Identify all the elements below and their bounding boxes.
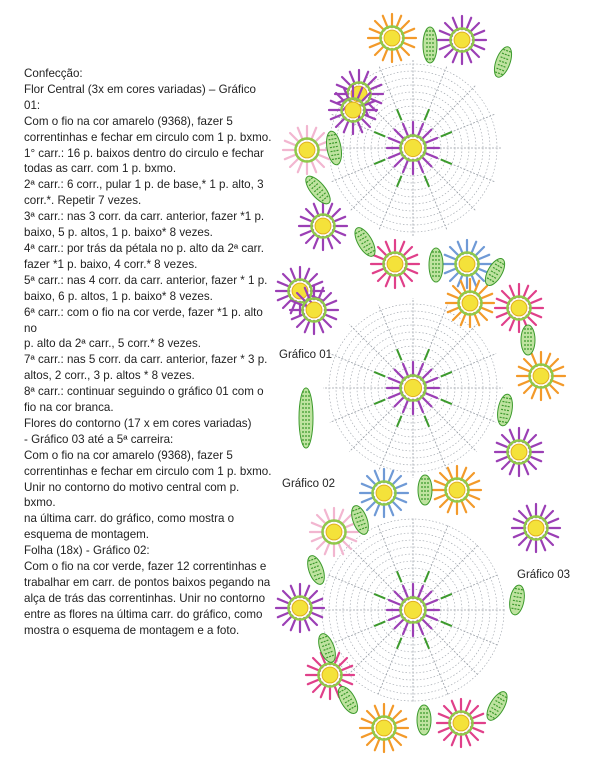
instruction-line: baixo, 5 p. altos, 1 p. baixo* 8 vezes. xyxy=(24,226,213,240)
instruction-line: entre as flores na última carr. do gráfico, como xyxy=(24,607,263,621)
instruction-line: Com o fio na cor amarelo (9368), fazer 5 xyxy=(24,448,233,462)
leaf-motif-8 xyxy=(521,325,535,355)
leaf-motif-13 xyxy=(315,632,338,665)
leaf-motif-9 xyxy=(495,393,514,427)
instruction-line: corr.*. Repetir 7 vezes. xyxy=(24,194,142,208)
border-flower-1 xyxy=(368,14,416,62)
border-flower-22 xyxy=(290,286,338,334)
instruction-line: 4ª carr.: por trás da pétala no p. alto da 2ª carr. xyxy=(24,241,264,255)
instruction-line: 5ª carr.: nas 4 corr. da carr. anterior, fazer * 1 p. xyxy=(24,273,268,287)
instruction-line: Unir no contorno do motivo central com p. bxmo. xyxy=(24,480,240,510)
grafico-03-label: Gráfico 03 xyxy=(517,569,571,581)
border-flower-20 xyxy=(437,699,485,747)
instruction-line: Flores do contorno (17 x em cores variadas) xyxy=(24,416,252,430)
instruction-line: p. alto da 2ª carr., 5 corr.* 8 vezes. xyxy=(24,337,201,351)
instruction-line: Flor Central (3x em cores variadas) – Gráfico 01: xyxy=(24,82,256,112)
grafico-01-label: Gráfico 01 xyxy=(279,349,333,361)
instruction-line: fazer *1 p. baixo, 4 corr.* 8 vezes. xyxy=(24,257,198,271)
instruction-line: 3ª carr.: nas 3 corr. da carr. anterior, fazer *1 p. xyxy=(24,210,265,224)
instruction-line: 1° carr.: 16 p. baixos dentro do circulo e fechar xyxy=(24,146,264,160)
leaf-motif-12 xyxy=(304,554,327,587)
instruction-line: mostra o esquema de montagem e a foto. xyxy=(24,623,240,637)
border-flower-11 xyxy=(517,352,565,400)
instruction-line: 7ª carr.: nas 5 corr. da carr. anterior, fazer * 3 p. xyxy=(24,353,268,367)
leaf-motif-1 xyxy=(423,27,437,63)
border-flower-9 xyxy=(446,279,494,327)
central-motif-1-center-flower xyxy=(387,122,439,174)
instruction-line: esquema de montagem. xyxy=(24,528,150,542)
leaf-motif-2 xyxy=(491,45,515,80)
leaf-motif-10 xyxy=(418,475,432,505)
border-flower-4 xyxy=(283,126,331,174)
border-flower-6 xyxy=(371,240,419,288)
border-flower-13 xyxy=(433,466,481,514)
instruction-line: correntinhas e fechar em circulo com 1 p. bxmo. xyxy=(24,464,272,478)
instruction-line: todas as carr. com 1 p. bxmo. xyxy=(24,162,177,176)
instruction-line: correntinhas e fechar em circulo com 1 p. bxmo. xyxy=(24,130,272,144)
border-flower-7 xyxy=(443,240,491,288)
leaf-motif-14 xyxy=(334,684,361,717)
instruction-line: Confecção: xyxy=(24,67,83,80)
border-flower-12 xyxy=(495,428,543,476)
central-motif-3-center-flower xyxy=(387,584,439,636)
border-flower-15 xyxy=(310,508,358,556)
grafico-02-label: Gráfico 02 xyxy=(282,478,336,490)
leaf-motif-17 xyxy=(508,584,527,616)
leaf-motif-18 xyxy=(299,388,313,448)
instruction-line: 2ª carr.: 6 corr., pular 1 p. de base,* 1 p. alto, 3 xyxy=(24,178,264,192)
instruction-line: Com o fio na cor amarelo (9368), fazer 5 xyxy=(24,114,233,128)
instruction-line: Com o fio na cor verde, fazer 12 correntinhas e xyxy=(24,560,267,574)
border-flower-16 xyxy=(512,504,560,552)
instruction-line: Folha (18x) - Gráfico 02: xyxy=(24,544,150,558)
instruction-line: - Gráfico 03 até a 5ª carreira: xyxy=(24,432,174,446)
leaf-motif-15 xyxy=(417,705,431,735)
leaf-motif-5 xyxy=(351,225,379,260)
central-motif-2-center-flower xyxy=(387,362,439,414)
border-flower-5 xyxy=(299,202,347,250)
border-flower-2 xyxy=(438,16,486,64)
instruction-line: 8ª carr.: continuar seguindo o gráfico 01 com o xyxy=(24,385,264,399)
instructions-text xyxy=(24,66,272,639)
border-flower-19 xyxy=(360,704,408,752)
instruction-line: fio na cor branca. xyxy=(24,401,114,415)
border-flower-10 xyxy=(495,284,543,332)
leaf-motif-16 xyxy=(483,689,511,724)
instruction-line: trabalhar em carr. de pontos baixos pegando na xyxy=(24,576,271,589)
leaf-motif-6 xyxy=(429,248,443,282)
border-flower-17 xyxy=(276,584,324,632)
instruction-line: alça de trás das correntinhas. Unir no contorno xyxy=(24,591,266,605)
instruction-line: na última carr. do gráfico, como mostra o xyxy=(24,512,235,526)
instruction-line: baixo, 6 p. altos, 1 p. baixo* 8 vezes. xyxy=(24,289,213,303)
border-flower-21 xyxy=(329,86,377,134)
instruction-line: 6ª carr.: com o fio na cor verde, fazer *1 p. alto no xyxy=(24,305,263,335)
instruction-line: altos, 2 corr., 3 p. altos * 8 vezes. xyxy=(24,369,195,383)
border-flower-14 xyxy=(360,469,408,517)
leaf-motif-4 xyxy=(302,172,335,207)
leaf-motif-3 xyxy=(324,130,344,166)
